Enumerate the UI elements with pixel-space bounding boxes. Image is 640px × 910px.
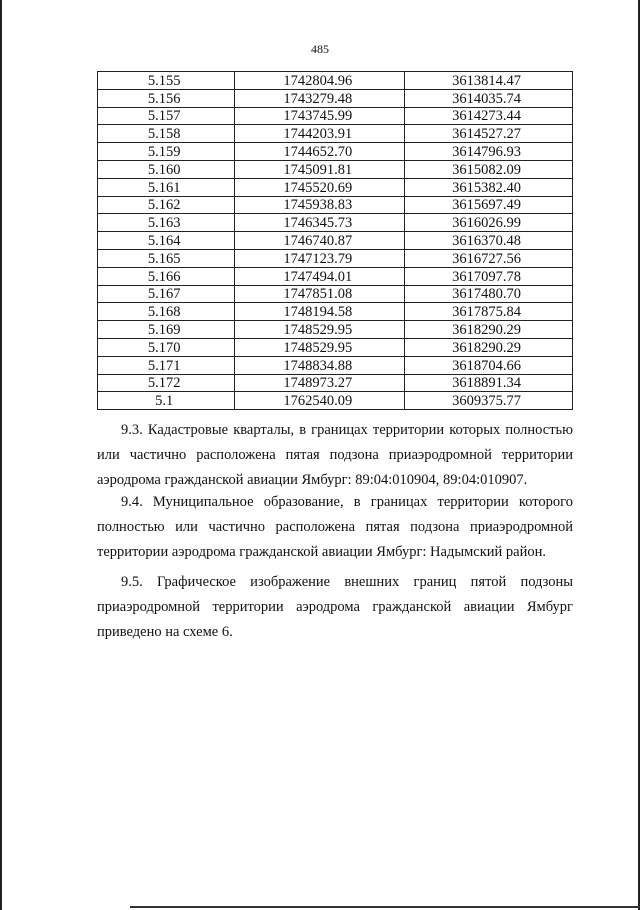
- point-number-cell: 5.158: [98, 125, 235, 143]
- table-row: [98, 178, 573, 196]
- table-row: [98, 267, 573, 285]
- point-number-cell: 5.169: [98, 321, 235, 339]
- table-row: [98, 196, 573, 214]
- coordinates-table-body: [98, 72, 573, 410]
- y-coordinate-cell: 3614527.27: [405, 125, 573, 143]
- coordinates-table: [97, 71, 573, 410]
- table-row: [98, 338, 573, 356]
- point-number-cell: 5.172: [98, 374, 235, 392]
- y-coordinate-cell: 3616370.48: [405, 232, 573, 250]
- paragraph-9-4: 9.4. Муниципальное образование, в границах территории которого полностью или частично расположена пятая подзона приаэродромной территории аэродрома гражданской авиации Ямбург: Надымский район.: [97, 494, 573, 560]
- x-coordinate-cell: 1762540.09: [235, 392, 405, 410]
- table-row: [98, 143, 573, 161]
- y-coordinate-cell: 3616727.56: [405, 249, 573, 267]
- point-number-cell: 5.162: [98, 196, 235, 214]
- x-coordinate-cell: 1747851.08: [235, 285, 405, 303]
- x-coordinate-cell: 1748834.88: [235, 356, 405, 374]
- table-row: [98, 321, 573, 339]
- x-coordinate-cell: 1744203.91: [235, 125, 405, 143]
- x-coordinate-cell: 1745091.81: [235, 160, 405, 178]
- x-coordinate-cell: 1745520.69: [235, 178, 405, 196]
- y-coordinate-cell: 3618290.29: [405, 338, 573, 356]
- y-coordinate-cell: 3618290.29: [405, 321, 573, 339]
- y-coordinate-cell: 3613814.47: [405, 72, 573, 90]
- y-coordinate-cell: 3617875.84: [405, 303, 573, 321]
- point-number-cell: 5.166: [98, 267, 235, 285]
- x-coordinate-cell: 1742804.96: [235, 72, 405, 90]
- table-row: [98, 392, 573, 410]
- page-number: 485: [311, 42, 329, 56]
- point-number-cell: 5.171: [98, 356, 235, 374]
- y-coordinate-cell: 3617480.70: [405, 285, 573, 303]
- x-coordinate-cell: 1746740.87: [235, 232, 405, 250]
- point-number-cell: 5.165: [98, 249, 235, 267]
- table-row: [98, 374, 573, 392]
- table-row: [98, 232, 573, 250]
- point-number-cell: 5.161: [98, 178, 235, 196]
- point-number-cell: 5.167: [98, 285, 235, 303]
- y-coordinate-cell: 3618891.34: [405, 374, 573, 392]
- point-number-cell: 5.157: [98, 107, 235, 125]
- x-coordinate-cell: 1747494.01: [235, 267, 405, 285]
- x-coordinate-cell: 1744652.70: [235, 143, 405, 161]
- y-coordinate-cell: 3617097.78: [405, 267, 573, 285]
- table-row: [98, 89, 573, 107]
- x-coordinate-cell: 1748194.58: [235, 303, 405, 321]
- y-coordinate-cell: 3616026.99: [405, 214, 573, 232]
- table-row: [98, 125, 573, 143]
- table-row: [98, 249, 573, 267]
- table-row: [98, 160, 573, 178]
- x-coordinate-cell: 1747123.79: [235, 249, 405, 267]
- table-row: [98, 214, 573, 232]
- x-coordinate-cell: 1743279.48: [235, 89, 405, 107]
- table-row: [98, 303, 573, 321]
- point-number-cell: 5.1: [98, 392, 235, 410]
- paragraph-9-3: 9.3. Кадастровые кварталы, в границах территории которых полностью или частично расположена пятая подзона приаэродромной территории аэродрома гражданской авиации Ямбург: 89:04:010904, 89:04:010907.: [97, 422, 573, 488]
- point-number-cell: 5.168: [98, 303, 235, 321]
- point-number-cell: 5.170: [98, 338, 235, 356]
- table-row: [98, 285, 573, 303]
- y-coordinate-cell: 3615697.49: [405, 196, 573, 214]
- point-number-cell: 5.160: [98, 160, 235, 178]
- point-number-cell: 5.164: [98, 232, 235, 250]
- y-coordinate-cell: 3618704.66: [405, 356, 573, 374]
- y-coordinate-cell: 3614796.93: [405, 143, 573, 161]
- x-coordinate-cell: 1748529.95: [235, 338, 405, 356]
- table-row: [98, 356, 573, 374]
- y-coordinate-cell: 3615082.09: [405, 160, 573, 178]
- point-number-cell: 5.159: [98, 143, 235, 161]
- point-number-cell: 5.163: [98, 214, 235, 232]
- point-number-cell: 5.155: [98, 72, 235, 90]
- y-coordinate-cell: 3609375.77: [405, 392, 573, 410]
- table-row: [98, 107, 573, 125]
- paragraph-9-5: 9.5. Графическое изображение внешних границ пятой подзоны приаэродромной территории аэродрома гражданской авиации Ямбург приведено на схеме 6.: [97, 574, 573, 640]
- y-coordinate-cell: 3614273.44: [405, 107, 573, 125]
- point-number-cell: 5.156: [98, 89, 235, 107]
- x-coordinate-cell: 1746345.73: [235, 214, 405, 232]
- y-coordinate-cell: 3615382.40: [405, 178, 573, 196]
- x-coordinate-cell: 1748529.95: [235, 321, 405, 339]
- x-coordinate-cell: 1745938.83: [235, 196, 405, 214]
- y-coordinate-cell: 3614035.74: [405, 89, 573, 107]
- page-bottom-edge: [130, 906, 640, 908]
- x-coordinate-cell: 1743745.99: [235, 107, 405, 125]
- x-coordinate-cell: 1748973.27: [235, 374, 405, 392]
- table-row: [98, 72, 573, 90]
